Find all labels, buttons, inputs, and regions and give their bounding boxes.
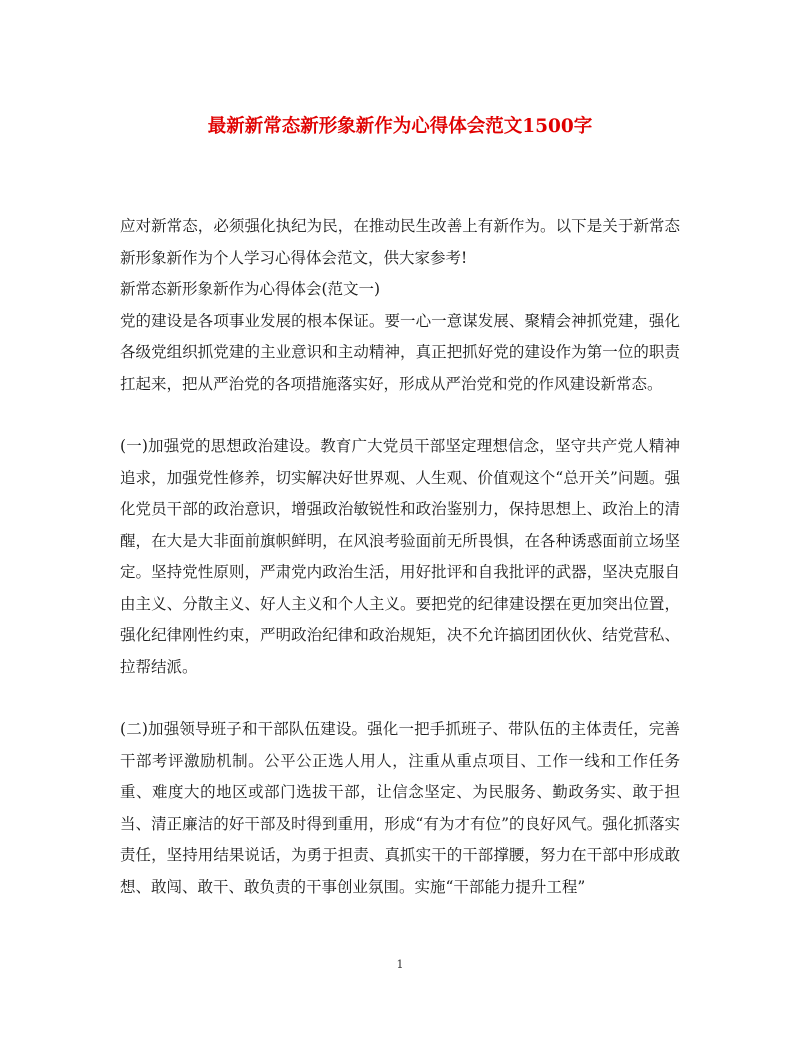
body-paragraph-1: 党的建设是各项事业发展的根本保证。要一心一意谋发展、聚精会神抓党建，强化各级党组织抓党建的主业意识和主动精神，真正把抓好党的建设作为第一位的职责扛起来，把从严治党的各项措施落实好，形成从严治党和党的作风建设新常态。 — [120, 311, 680, 393]
body-paragraph-2: (一)加强党的思想政治建设。教育广大党员干部坚定理想信念，坚守共产党人精神追求，加强党性修养，切实解决好世界观、人生观、价值观这个“总开关”问题。强化党员干部的政治意识，增强政治敏锐性和政治鉴别力，保持思想上、政治上的清醒，在大是大非面前旗帜鲜明，在风浪考验面前无所畏惧，在各种诱惑面前立场坚定。坚持党性原则，严肃党内政治生活，用好批评和自我批评的武器，坚决克服自由主义、分散主义、好人主义和个人主义。要把党的纪律建设摆在更加突出位置，强化纪律刚性约束，严明政治纪律和政治规矩，决不允许搞团团伙伙、结党营私、拉帮结派。 — [120, 437, 680, 676]
document-title: 最新新常态新形象新作为心得体会范文1500字 — [207, 116, 593, 137]
intro-paragraph: 应对新常态，必须强化执纪为民，在推动民生改善上有新作为。以下是关于新常态新形象新作为个人学习心得体会范文，供大家参考! — [120, 217, 680, 267]
page-number: 1 — [396, 958, 404, 971]
document-body — [120, 211, 680, 903]
body-paragraph-3: (二)加强领导班子和干部队伍建设。强化一把手抓班子、带队伍的主体责任，完善干部考评激励机制。公平公正选人用人，注重从重点项目、工作一线和工作任务重、难度大的地区或部门选拔干部，让信念坚定、为民服务、勤政务实、敢于担当、清正廉洁的好干部及时得到重用，形成“有为才有位”的良好风气。强化抓落实责任，坚持用结果说话，为勇于担责、真抓实干的干部撑腰，努力在干部中形成敢想、敢闯、敢干、敢负责的干事创业氛围。实施“干部能力提升工程” — [120, 720, 680, 896]
section-subtitle: 新常态新形象新作为心得体会(范文一) — [120, 280, 381, 298]
